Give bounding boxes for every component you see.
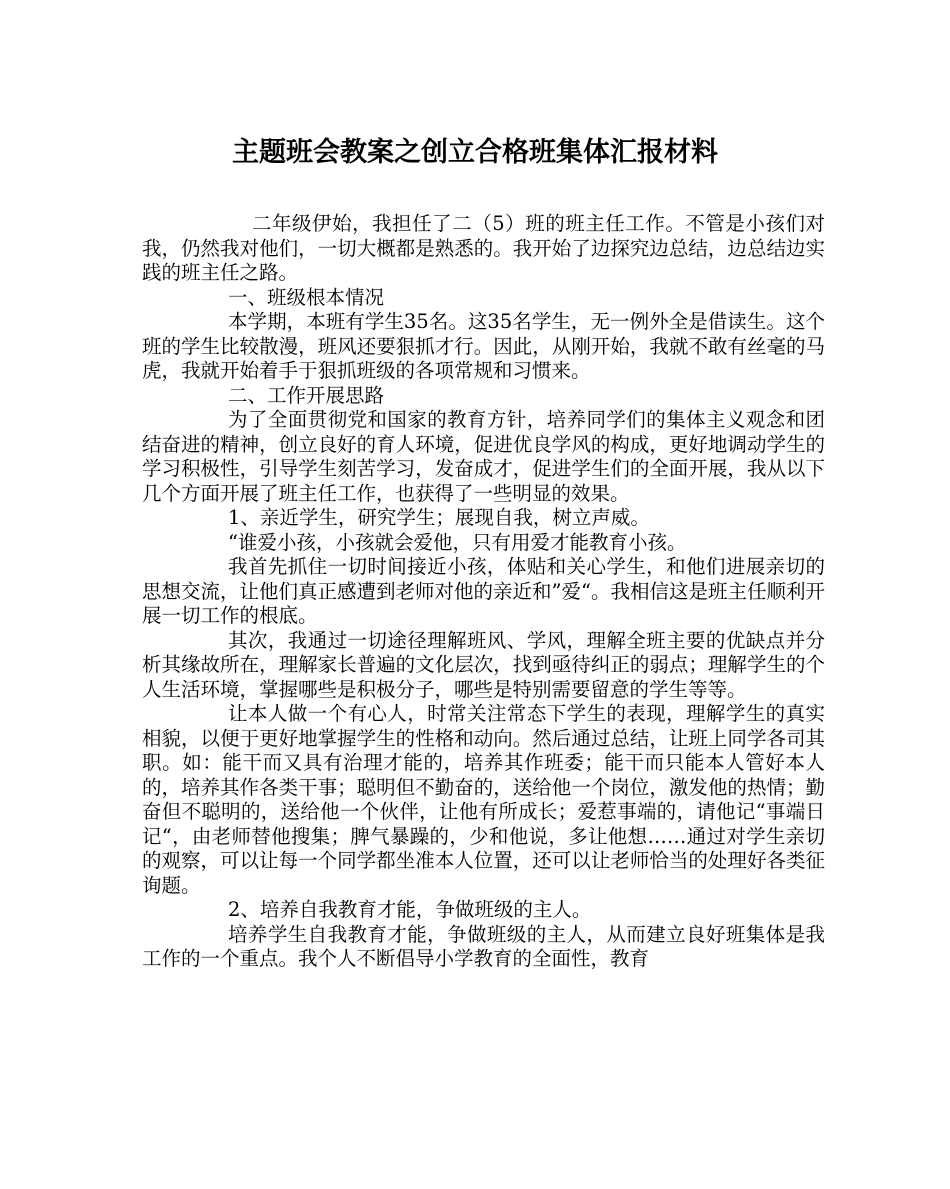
paragraph: 为了全面贯彻党和国家的教育方针，培养同学们的集体主义观念和团结奋进的精神，创立良好的育人环境，促进优良学风的构成，更好地调动学生的学习积极性，引导学生刻苦学习，发奋成才，促进学生们的全面开展，我从以下几个方面开展了班主任工作，也获得了一些明显的效果。 xyxy=(142,408,825,505)
paragraph-intro: 二年级伊始，我担任了二（5）班的班主任工作。不管是小孩们对我，仍然我对他们，一切大概都是熟悉的。我开始了边探究边总结，边总结边实践的班主任之路。 xyxy=(142,212,825,284)
paragraph: 我首先抓住一切时间接近小孩，体贴和关心学生，和他们进展亲切的思想交流，让他们真正感遭到老师对他的亲近和”爱“。我相信这是班主任顺利开展一切工作的根底。 xyxy=(142,555,825,627)
paragraph: 其次，我通过一切途径理解班风、学风，理解全班主要的优缺点并分析其缘故所在，理解家长普遍的文化层次，找到亟待纠正的弱点；理解学生的个人生活环境，掌握哪些是积极分子，哪些是特别需要留意的学生等等。 xyxy=(142,628,825,701)
section-heading-1: 一、班级根本情况 xyxy=(228,285,385,309)
document-body xyxy=(142,212,825,972)
section-heading-2: 二、工作开展思路 xyxy=(228,383,385,407)
subsection-heading-2: 2、培养自我教育才能，争做班级的主人。 xyxy=(228,898,592,921)
quote-paragraph: “谁爱小孩，小孩就会爱他，只有用爱才能教育小孩。 xyxy=(228,530,687,554)
paragraph: 本学期，本班有学生35名。这35名学生，无一例外全是借读生。这个班的学生比较散漫，班风还要狠抓才行。因此，从刚开始，我就不敢有丝毫的马虎，我就开始着手于狠抓班级的各项常规和习惯来。 xyxy=(142,310,825,382)
paragraph: 让本人做一个有心人，时常关注常态下学生的表现，理解学生的真实相貌，以便于更好地掌握学生的性格和动向。然后通过总结，让班上同学各司其职。如：能干而又具有治理才能的，培养其作班委；能干而只能本人管好本人的，培养其作各类干事；聪明但不勤奋的，送给他一个岗位，激发他的热情；勤奋但不聪明的，送给他一个伙伴，让他有所成长；爱惹事端的，请他记“事端日记“，由老师替他搜集；脾气暴躁的，少和他说，多让他想……通过对学生亲切的观察，可以让每一个同学都坐准本人位置，还可以让老师恰当的处理好各类征询题。 xyxy=(142,702,825,897)
paragraph: 培养学生自我教育才能，争做班级的主人，从而建立良好班集体是我工作的一个重点。我个人不断倡导小学教育的全面性，教育 xyxy=(142,922,825,970)
subsection-heading-1: 1、亲近学生，研究学生；展现自我，树立声威。 xyxy=(228,506,650,529)
document-title: 主题班会教案之创立合格班集体汇报材料 xyxy=(232,137,718,168)
